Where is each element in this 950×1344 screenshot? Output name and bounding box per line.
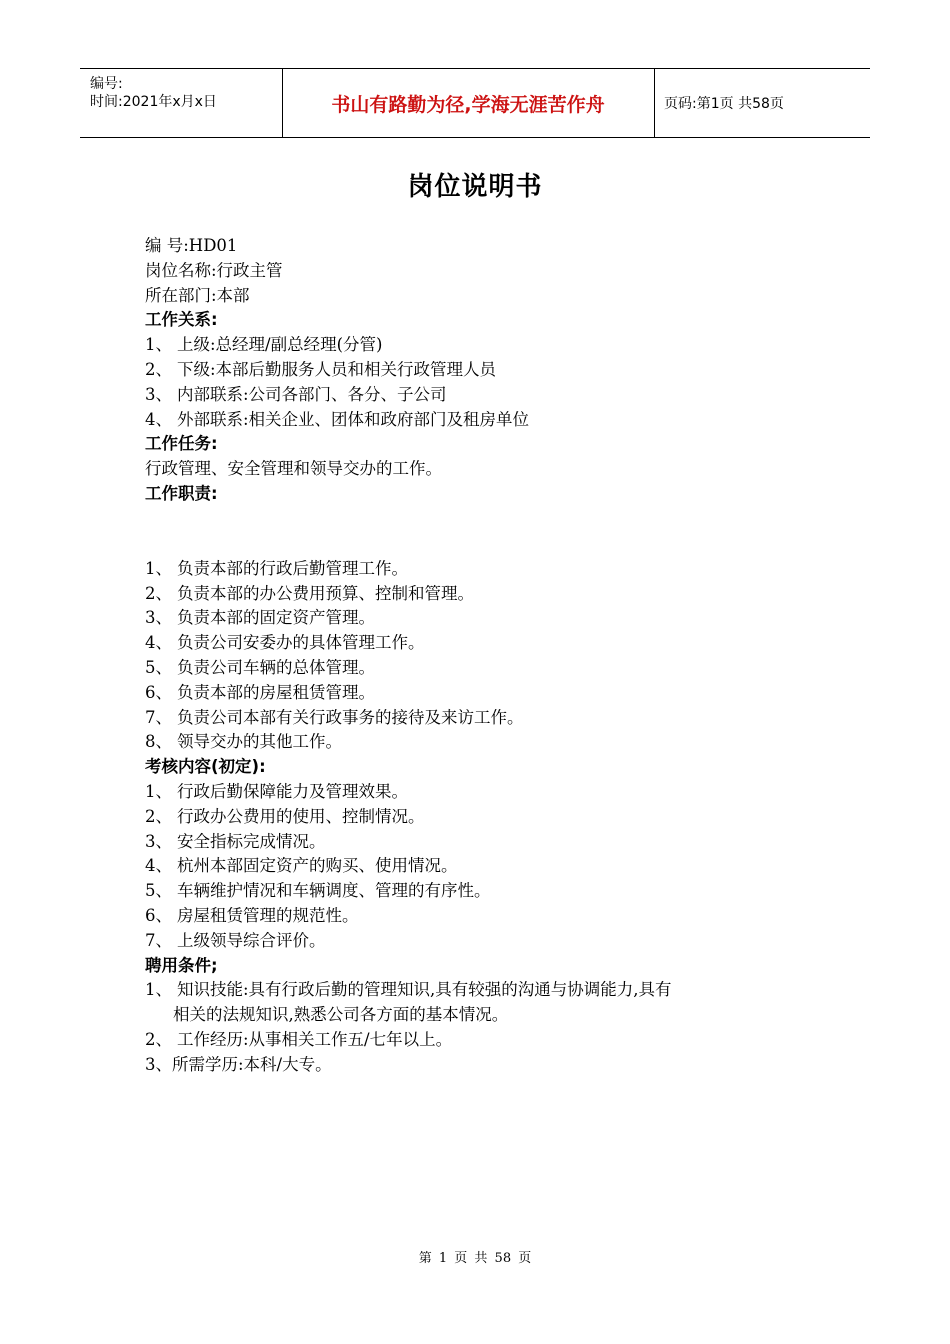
item-text: 房屋租赁管理的规范性。 <box>177 905 359 925</box>
item-text: 负责本部的行政后勤管理工作。 <box>177 558 408 578</box>
item-text: 负责公司安委办的具体管理工作。 <box>177 633 425 653</box>
info-position: 岗位名称:行政主管 <box>145 260 283 280</box>
list-item <box>145 706 825 731</box>
item-number: 2、 <box>145 583 172 603</box>
item-number: 4、 <box>145 633 172 653</box>
list-item-continuation: 相关的法规知识,熟悉公司各方面的基本情况。 <box>173 1005 509 1025</box>
item-text: 行政后勤保障能力及管理效果。 <box>177 781 408 801</box>
list-item <box>145 879 825 904</box>
item-text: 负责公司车辆的总体管理。 <box>177 657 375 677</box>
item-text: 知识技能:具有行政后勤的管理知识,具有较强的沟通与协调能力,具有 <box>177 980 672 1000</box>
document-header <box>80 68 870 138</box>
item-text: 安全指标完成情况。 <box>177 831 326 851</box>
item-number: 3、 <box>145 831 172 851</box>
item-number: 4、 <box>145 856 172 876</box>
item-number: 8、 <box>145 732 172 752</box>
list-item <box>145 333 825 358</box>
list-item <box>145 681 825 706</box>
item-number: 1、 <box>145 980 172 1000</box>
tasks-heading: 工作任务: <box>145 434 218 454</box>
list-item <box>145 656 825 681</box>
item-text: 外部联系:相关企业、团体和政府部门及租房单位 <box>177 409 530 429</box>
item-text: 杭州本部固定资产的购买、使用情况。 <box>177 856 458 876</box>
blank-space <box>145 507 825 557</box>
item-number: 4、 <box>145 409 172 429</box>
item-text: 负责本部的房屋租赁管理。 <box>177 682 375 702</box>
list-item <box>145 606 825 631</box>
item-number: 3、 <box>145 384 172 404</box>
requirements-heading: 聘用条件; <box>145 955 218 975</box>
item-number: 6、 <box>145 905 172 925</box>
assessment-heading: 考核内容(初定): <box>145 757 266 777</box>
item-text: 上级领导综合评价。 <box>177 930 326 950</box>
page-footer: 第 1 页 共 58 页 <box>418 1251 532 1266</box>
list-item <box>145 358 825 383</box>
item-number: 1、 <box>145 335 172 355</box>
item-text: 车辆维护情况和车辆调度、管理的有序性。 <box>177 881 491 901</box>
item-text: 上级:总经理/副总经理(分管) <box>177 335 383 355</box>
tasks-text: 行政管理、安全管理和领导交办的工作。 <box>145 459 442 479</box>
list-item <box>145 730 825 755</box>
item-number: 2、 <box>145 359 172 379</box>
item-number: 2、 <box>145 806 172 826</box>
item-text: 工作经历:从事相关工作五/七年以上。 <box>177 1029 453 1049</box>
item-text: 负责本部的固定资产管理。 <box>177 608 375 628</box>
list-item <box>145 805 825 830</box>
list-item <box>145 978 825 1003</box>
item-number: 7、 <box>145 707 172 727</box>
list-item <box>145 631 825 656</box>
list-item: 3、所需学历:本科/大专。 <box>145 1054 332 1074</box>
list-item <box>145 830 825 855</box>
item-text: 负责本部的办公费用预算、控制和管理。 <box>177 583 474 603</box>
item-text: 下级:本部后勤服务人员和相关行政管理人员 <box>177 359 497 379</box>
list-item <box>145 1028 825 1053</box>
item-number: 1、 <box>145 781 172 801</box>
document-title: 岗位说明书 <box>407 172 543 202</box>
time-label: 时间:2021年x月x日 <box>90 94 217 110</box>
document-body <box>145 234 825 1078</box>
item-number: 5、 <box>145 881 172 901</box>
item-text: 领导交办的其他工作。 <box>177 732 342 752</box>
info-code: 编 号:HD01 <box>145 236 238 255</box>
item-number: 3、 <box>145 608 172 628</box>
list-item <box>145 780 825 805</box>
item-number: 1、 <box>145 558 172 578</box>
item-text: 行政办公费用的使用、控制情况。 <box>177 806 425 826</box>
item-number: 6、 <box>145 682 172 702</box>
list-item <box>145 408 825 433</box>
item-number: 7、 <box>145 930 172 950</box>
list-item <box>145 383 825 408</box>
item-number: 5、 <box>145 657 172 677</box>
list-item <box>145 904 825 929</box>
relations-heading: 工作关系: <box>145 310 218 330</box>
item-text: 负责公司本部有关行政事务的接待及来访工作。 <box>177 707 524 727</box>
code-label: 编号: <box>90 76 123 92</box>
header-motto: 书山有路勤为径,学海无涯苦作舟 <box>282 69 655 137</box>
item-number: 2、 <box>145 1029 172 1049</box>
item-text: 内部联系:公司各部门、各分、子公司 <box>177 384 447 404</box>
header-meta-cell <box>80 69 283 137</box>
list-item <box>145 582 825 607</box>
header-page-info: 页码:第1页 共58页 <box>664 96 784 112</box>
list-item <box>145 557 825 582</box>
list-item <box>145 929 825 954</box>
duties-heading: 工作职责: <box>145 483 218 503</box>
list-item <box>145 854 825 879</box>
info-department: 所在部门:本部 <box>145 285 250 305</box>
